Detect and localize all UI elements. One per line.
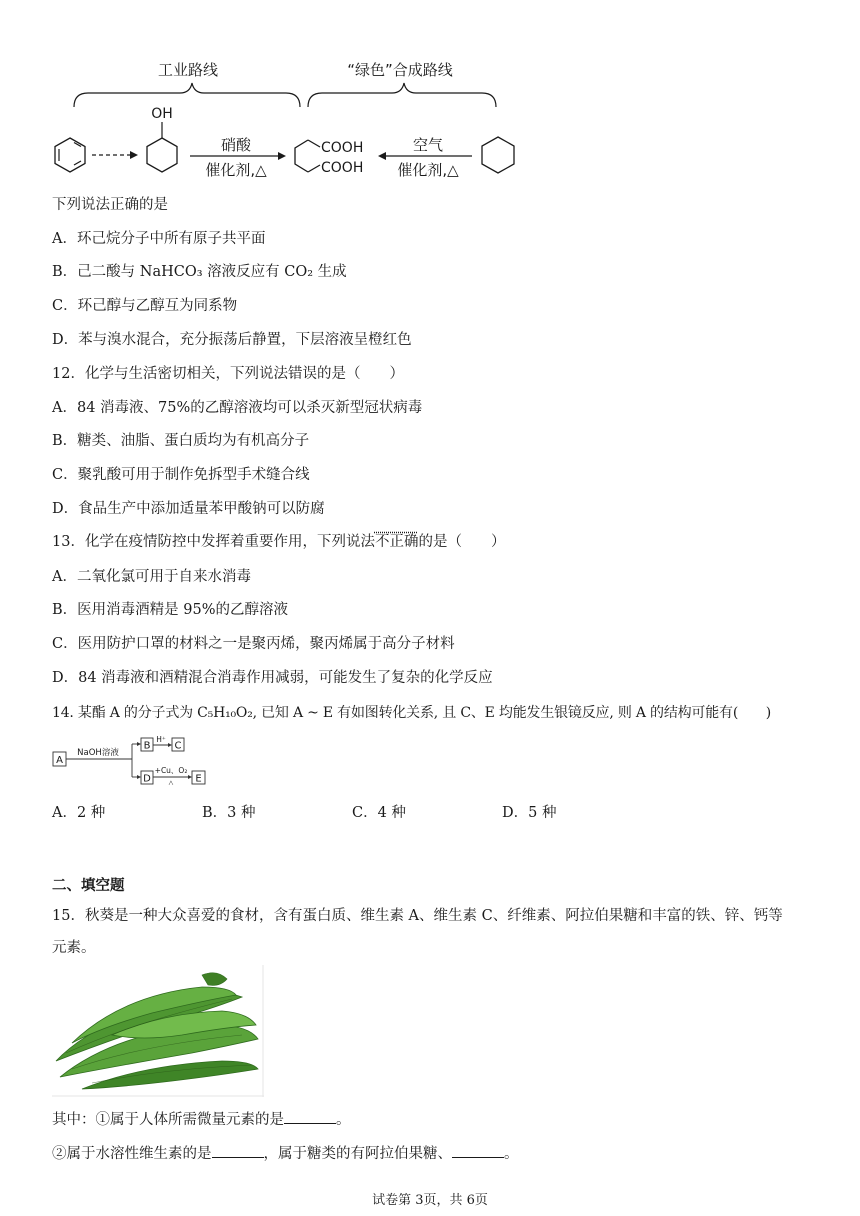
scheme-b: B [143, 740, 151, 752]
q12-option-b: B．糖类、油脂、蛋白质均为有机高分子 [52, 433, 310, 449]
catalyst-right-label: 催化剂,△ [397, 161, 459, 179]
scheme-d: D [143, 773, 151, 785]
industrial-route-label: 工业路线 [157, 61, 219, 79]
q15-sub2-end: 。 [504, 1146, 519, 1162]
scheme-e: E [195, 773, 202, 785]
scheme-h-plus: H⁺ [156, 735, 166, 744]
q12-option-d: D．食品生产中添加适量苯甲酸钠可以防腐 [52, 501, 325, 517]
q15-sub2 [52, 1143, 519, 1164]
q13-option-b: B．医用消毒酒精是 95%的乙醇溶液 [52, 602, 288, 618]
q11-option-b: B．己二酸与 NaHCO₃ 溶液反应有 CO₂ 生成 [52, 264, 347, 280]
scheme-naoh: NaOH溶液 [77, 748, 119, 758]
q11-stem: 下列说法正确的是 [52, 197, 168, 213]
q14-option-c: C．4 种 [352, 805, 406, 821]
cooh-top-label: COOH [321, 140, 364, 156]
page-footer: 试卷第 3页，共 6页 [372, 1193, 488, 1208]
q13-stem-emphasis: 不正确 [374, 534, 419, 550]
q14-option-d: D．5 种 [502, 805, 557, 821]
green-brace [308, 83, 496, 107]
section-2-title: 二、填空题 [52, 878, 125, 894]
q15-sub1-text: 其中：①属于人体所需微量元素的是 [52, 1112, 284, 1128]
q13-stem [52, 532, 505, 552]
q14-conversion-scheme [52, 735, 222, 785]
q13-option-d: D．84 消毒液和酒精混合消毒作用减弱，可能发生了复杂的化学反应 [52, 670, 493, 686]
catalyst-left-label: 催化剂,△ [205, 161, 267, 179]
q13-stem-post: 的是（ ） [418, 534, 506, 550]
adipic-acid-structure [295, 140, 363, 176]
q15-stem-line2: 元素。 [52, 940, 96, 956]
q15-sub2-text: ②属于水溶性维生素的是 [52, 1146, 212, 1162]
oh-label: OH [151, 106, 173, 122]
air-label: 空气 [412, 136, 444, 154]
q15-stem-line1: 15．秋葵是一种大众喜爱的食材，含有蛋白质、维生素 A、维生素 C、纤维素、阿拉伯果糖和丰富的铁、锌、钙等 [52, 908, 783, 924]
q11-option-a: A．环己烷分子中所有原子共平面 [52, 231, 266, 247]
nitric-acid-label: 硝酸 [220, 136, 252, 154]
scheme-cu-o2: +Cu、O₂ [154, 766, 188, 775]
answer-blank-1[interactable] [284, 1109, 336, 1124]
green-route-label: “绿色”合成路线 [347, 61, 453, 79]
scheme-c: C [174, 740, 182, 752]
q14-option-b: B．3 种 [202, 805, 256, 821]
q12-stem: 12．化学与生活密切相关，下列说法错误的是（ ） [52, 366, 404, 382]
q14-stem: 14. 某酯 A 的分子式为 C₅H₁₀O₂, 已知 A ~ E 有如图转化关系, 且 C、E 均能发生银镜反应, 则 A 的结构可能有( ) [52, 705, 771, 721]
q15-sub1 [52, 1109, 351, 1130]
q12-option-a: A．84 消毒液、75%的乙醇溶液均可以杀灭新型冠状病毒 [52, 400, 423, 416]
answer-blank-2[interactable] [212, 1143, 264, 1158]
answer-blank-3[interactable] [452, 1143, 504, 1158]
q11-option-d: D．苯与溴水混合，充分振荡后静置，下层溶液呈橙红色 [52, 332, 412, 348]
scheme-heat: △ [168, 779, 174, 785]
cyclohexane-structure [482, 137, 514, 173]
q13-stem-pre: 13．化学在疫情防控中发挥着重要作用，下列说法 [52, 534, 375, 550]
q11-option-c: C．环己醇与乙醇互为同系物 [52, 298, 238, 314]
cooh-bottom-label: COOH [321, 160, 364, 176]
synthesis-route-diagram [40, 55, 530, 185]
industrial-brace [74, 83, 300, 107]
q15-sub1-end: 。 [336, 1112, 351, 1128]
q15-sub2-mid: ，属于糖类的有阿拉伯果糖、 [263, 1146, 452, 1162]
scheme-a: A [56, 755, 63, 766]
cyclohexanol-structure [147, 106, 177, 172]
okra-photo [52, 965, 264, 1097]
q12-option-c: C．聚乳酸可用于制作免拆型手术缝合线 [52, 467, 310, 483]
q13-option-a: A．二氧化氯可用于自来水消毒 [52, 569, 251, 585]
benzene-structure [55, 138, 85, 172]
q14-option-a: A．2 种 [52, 805, 106, 821]
q13-option-c: C．医用防护口罩的材料之一是聚丙烯，聚丙烯属于高分子材料 [52, 636, 455, 652]
